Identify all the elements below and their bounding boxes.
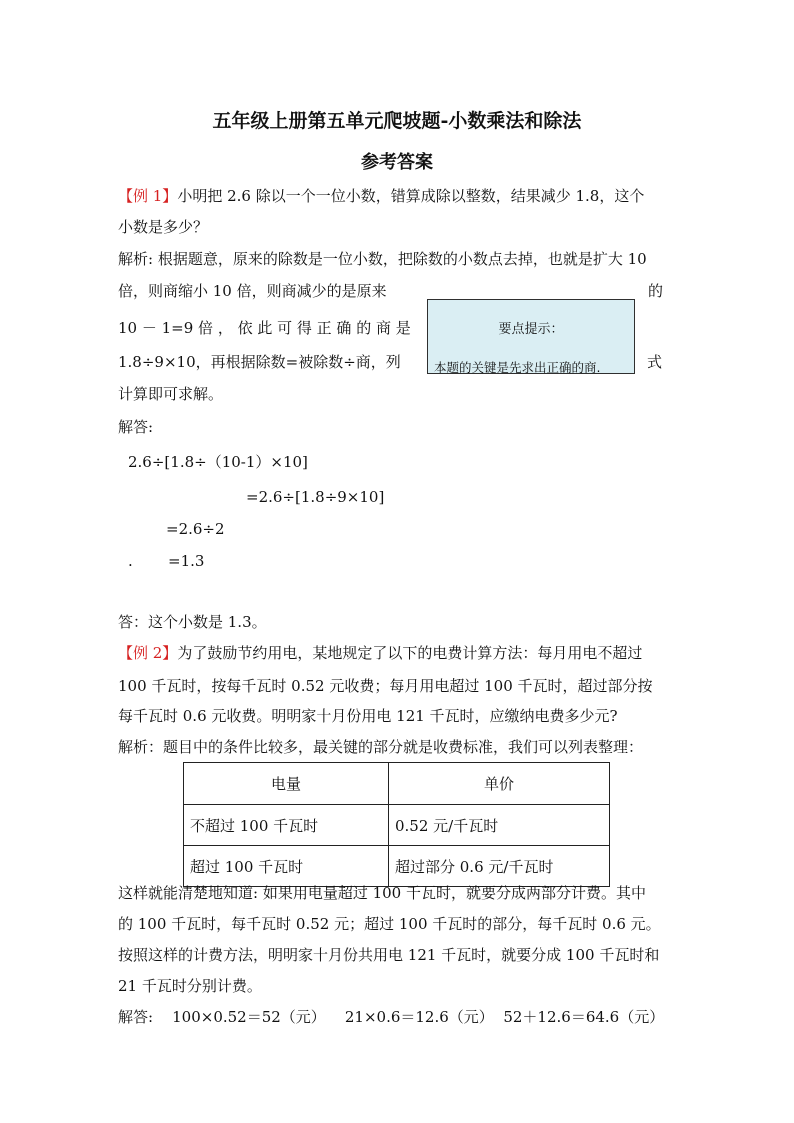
example1-question-line2: 小数是多少？ [118,218,209,236]
example2-analysis-line1: 解析：题目中的条件比较多，最关键的部分就是收费标准，我们可以列表整理： [118,738,644,756]
page-title: 五年级上册第五单元爬坡题-小数乘法和除法 [212,110,582,132]
fee-table [183,762,610,887]
fee-table-header [184,763,610,805]
example2-question-line2: 100 千瓦时，按每千瓦时 0.52 元收费；每月用电超过 100 千瓦时，超过部分按 [118,677,653,695]
fee-table-header-cell: 单价 [389,763,610,805]
example2-question-line3: 每千瓦时 0.6 元收费。明明家十月份用电 121 千瓦时，应缴纳电费多少元? [118,707,618,725]
example2-explain-line2: 的 100 千瓦时，每千瓦时 0.52 元；超过 100 千瓦时的部分，每千瓦时 0.6 元。 [118,915,661,933]
example2-explain-line4: 21 千瓦时分别计费。 [118,977,262,995]
example1-calc-dot: . [128,552,133,570]
table-cell: 不超过 100 千瓦时 [184,805,389,846]
example1-question-line1 [118,186,644,206]
page-subtitle: 参考答案 [361,152,433,173]
example1-analysis-line2: 倍，则商缩小 10 倍，则商减少的是原来 [118,282,387,300]
example1-analysis-line4: 1.8÷9×10，再根据除数=被除数÷商，列 [118,353,401,371]
example1-calc-step4: =1.3 [168,552,205,570]
example2-explain-line3: 按照这样的计费方法，明明家十月份共用电 121 千瓦时，就要分成 100 千瓦时和 [118,946,660,964]
hint-title: 要点提示： [498,322,564,337]
table-cell: 超过部分 0.6 元/千瓦时 [389,846,610,887]
fee-table-header-cell: 电量 [184,763,389,805]
example1-analysis-line3: 10 － 1=9 倍 ， 依 此 可 得 正 确 的 商 是 [118,319,411,337]
example1-analysis-line5: 计算即可求解。 [118,385,224,403]
example2-explain-line1: 这样就能清楚地知道: 如果用电量超过 100 千瓦时，就要分成两部分计费。其中 [118,884,646,902]
table-row [184,805,610,846]
example1-calc-step3: =2.6÷2 [166,520,225,538]
example2-tag: 【例 2】 [118,644,178,662]
hint-box [427,299,635,374]
example1-tag: 【例 1】 [118,187,178,205]
example1-calc-step1: 2.6÷[1.8÷（10-1）×10] [128,453,308,471]
table-cell: 0.52 元/千瓦时 [389,805,610,846]
example1-analysis-line2-end: 的 [648,282,664,300]
example2-answer: 解答: 100×0.52＝52（元） 21×0.6＝12.6（元） 52＋12.6＝64.6（元） [118,1008,665,1026]
table-cell: 超过 100 千瓦时 [184,846,389,887]
example1-analysis-line1: 解析: 根据题意，原来的除数是一位小数，把除数的小数点去掉，也就是扩大 10 [118,250,647,268]
example1-analysis-line4-end: 式 [647,353,663,371]
example1-calc-step2: =2.6÷[1.8÷9×10] [246,488,385,506]
example1-final-answer: 答：这个小数是 1.3。 [118,613,267,631]
example2-question-line1 [118,643,642,663]
example2-q1: 为了鼓励节约用电，某地规定了以下的电费计算方法：每月用电不超过 [177,644,643,662]
hint-text: 本题的关键是先求出正确的商. [434,360,601,374]
table-row [184,846,610,887]
example1-answer-label: 解答: [118,418,154,436]
example1-q1: 小明把 2.6 除以一个一位小数，错算成除以整数，结果减少 1.8，这个 [177,187,645,205]
